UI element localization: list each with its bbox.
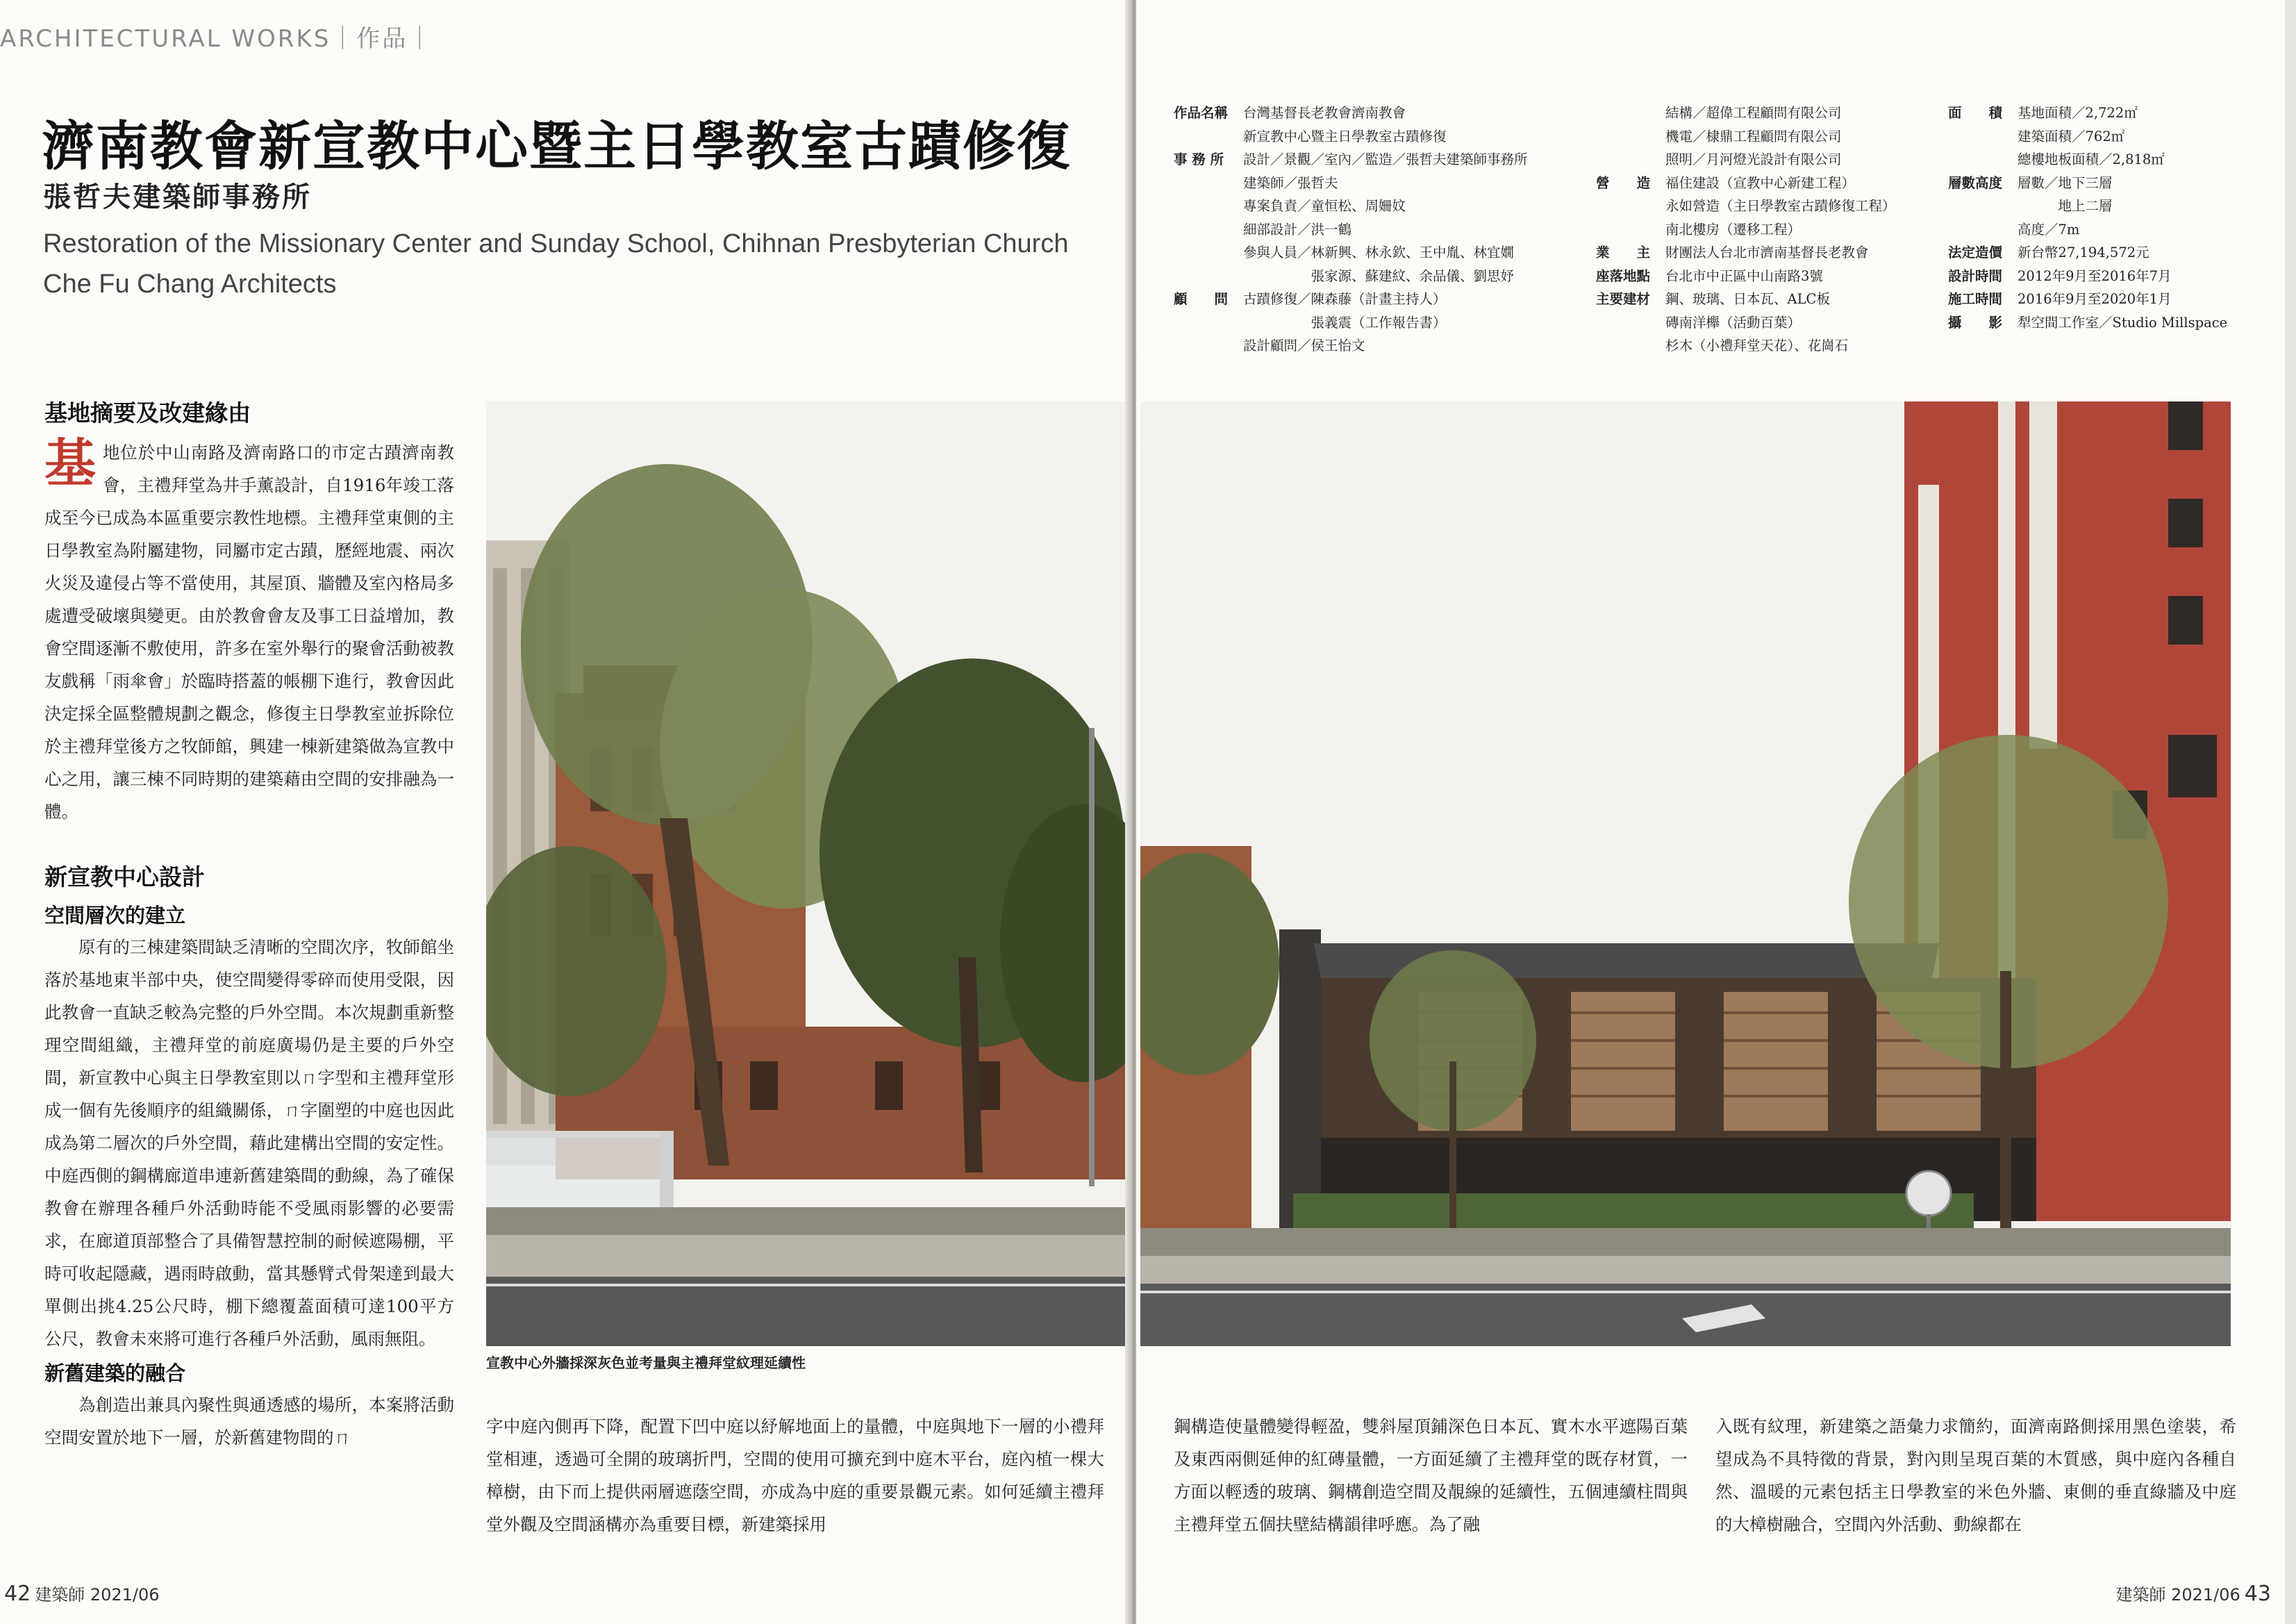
drop-cap: 基 xyxy=(44,433,96,493)
credit-value: 高度／7m xyxy=(2018,221,2080,238)
credit-value: 杉木（小禮拜堂天花）、花崗石 xyxy=(1665,338,1849,354)
credit-value: 鋼、玻璃、日本瓦、ALC板 xyxy=(1665,291,1830,307)
credit-value: 照明／月河燈光設計有限公司 xyxy=(1665,151,1842,167)
photo-caption: 宣教中心外牆採深灰色並考量與主禮拜堂紋理延續性 xyxy=(486,1354,806,1371)
credit-label: 業 主 xyxy=(1596,245,1651,260)
credit-value: 新台幣27,194,572元 xyxy=(2018,245,2149,260)
credit-value: 台北市中正區中山南路3號 xyxy=(1665,267,1823,284)
paragraph-continued: 字中庭內側再下降，配置下凹中庭以紓解地面上的量體，中庭與地下一層的小禮拜堂相連，透過可全開的玻璃折門，空間的使用可擴充到中庭木平台，庭內植一棵大樟樹，由下而上提供兩層遮蔭空間，亦成為中庭的重要景觀元素。如何延續主禮拜堂外觀及空間涵構亦為重要目標，新建築採用 xyxy=(486,1416,1104,1534)
credit-value: 建築師／張哲夫 xyxy=(1243,174,1338,191)
credit-label xyxy=(1948,218,2018,242)
article-architect-zh: 張哲夫建築師事務所 xyxy=(43,181,312,213)
credit-row xyxy=(1174,172,1528,195)
credit-label: 事 務 所 xyxy=(1174,151,1224,167)
credit-label xyxy=(1596,334,1665,358)
credit-row xyxy=(1596,125,1896,149)
credit-value: 2016年9月至2020年1月 xyxy=(2018,291,2172,307)
page-number-left: 42 xyxy=(4,1582,31,1606)
credit-label: 法定造價 xyxy=(1948,245,2003,260)
paragraph-space: 原有的三棟建築間缺乏清晰的空間次序，牧師館坐落於基地東半部中央，使空間變得零碎而使用受限，因此教會一直缺乏較為完整的戶外空間。本次規劃重新整理空間組織，主禮拜堂的前庭廣場仍是主要的戶外空間，新宣教中心與主日學教室則以ㄇ字型和主禮拜堂形成一個有先後順序的組織關係，ㄇ字圍塑的中庭也因此成為第二層次的戶外空間，藉此建構出空間的安定性。中庭西側的鋼構廊道串連新舊建築間的動線，為了確保教會在辦理各種戶外活動時能不受風雨影響的必要需求，在廊道頂部整合了具備智慧控制的耐候遮陽棚，平時可收起隱藏，遇雨時啟動，當其懸臂式骨架達到最大單側出挑4.25公尺時，棚下總覆蓋面積可達100平方公尺，教會未來將可進行各種戶外活動，風雨無阻。 xyxy=(44,937,454,1349)
credit-value: 新宣教中心暨主日學教室古蹟修復 xyxy=(1243,128,1447,144)
credit-row xyxy=(1948,218,2227,242)
credit-value: 總樓地板面積／2,818㎡ xyxy=(2018,151,2165,167)
credit-row xyxy=(1174,148,1528,172)
credit-label: 顧 問 xyxy=(1174,291,1229,307)
credit-value: 張義震（工作報告書） xyxy=(1243,314,1447,331)
credit-label: 營 造 xyxy=(1596,174,1651,191)
credit-row xyxy=(1948,148,2227,172)
credit-value: 細部設計／洪一鶴 xyxy=(1243,221,1352,238)
credit-label: 座落地點 xyxy=(1596,267,1651,284)
credit-row xyxy=(1596,148,1896,172)
credit-row xyxy=(1596,334,1896,358)
credit-row xyxy=(1174,288,1528,311)
credit-label: 攝 影 xyxy=(1948,314,2003,331)
credit-row xyxy=(1174,311,1528,335)
photo-streetview-left xyxy=(486,401,1125,1346)
left-page xyxy=(0,0,1129,1624)
credit-label xyxy=(1596,101,1665,125)
paragraph-site-text: 地位於中山南路及濟南路口的市定古蹟濟南教會，主禮拜堂為井手薰設計，自1916年竣工落成至今已成為本區重要宗教性地標。主禮拜堂東側的主日學教室為附屬建物，同屬市定古蹟，歷經地震、兩次火災及違侵占等不當使用，其屋頂、牆體及室內格局多處遭受破壞與變更。由於教會會友及事工日益增加，教會空間逐漸不敷使用，許多在室外舉行的聚會活動被教友戲稱「雨傘會」於臨時搭蓋的帳棚下進行，教會因此決定採全區整體規劃之觀念，修復主日學教室並拆除位於主禮拜堂後方之牧師館，興建一棟新建築做為宣教中心之用，讓三棟不同時期的建築藉由空間的安排融為一體。 xyxy=(44,442,454,822)
credit-label xyxy=(1948,194,2018,218)
credit-label xyxy=(1174,334,1243,358)
credit-label: 層數高度 xyxy=(1948,174,2003,191)
section-heading-design: 新宣教中心設計 xyxy=(44,863,205,890)
article-title-en xyxy=(43,224,1068,304)
credit-row xyxy=(1596,241,1896,265)
credit-row xyxy=(1596,194,1896,218)
photo-left-illustration xyxy=(486,401,1125,1346)
credit-row xyxy=(1948,311,2227,335)
credit-label xyxy=(1174,241,1243,265)
credit-row xyxy=(1174,241,1528,265)
credit-row xyxy=(1948,125,2227,149)
credit-row xyxy=(1174,194,1528,218)
credit-row xyxy=(1596,311,1896,335)
credit-value: 建築面積／762㎡ xyxy=(2018,128,2125,144)
credit-value: 機電／棣鼎工程顧問有限公司 xyxy=(1665,128,1842,144)
credit-value: 犁空間工作室／Studio Millspace xyxy=(2018,314,2228,331)
credit-value: 永如營造（主日學教室古蹟修復工程） xyxy=(1665,198,1896,214)
credit-label xyxy=(1948,125,2018,149)
credit-label xyxy=(1174,125,1243,149)
paragraph-texture: 入既有紋理，新建築之語彙力求簡約，面濟南路側採用黑色塗裝，希望成為不具特徵的背景，對內則呈現百葉的木質感，與中庭內各種自然、溫暖的元素包括主日學教室的米色外牆、東側的垂直綠牆及中庭的大樟樹融合，空間內外活動、動線都在 xyxy=(1715,1416,2236,1534)
credit-row xyxy=(1948,194,2227,218)
credit-label xyxy=(1174,218,1243,242)
credit-label xyxy=(1174,265,1243,288)
body-column-a xyxy=(44,396,454,1454)
credit-label xyxy=(1596,218,1665,242)
paragraph-fusion: 為創造出兼具內聚性與通透感的場所，本案將活動空間安置於地下一層，於新舊建物間的ㄇ xyxy=(44,1395,454,1448)
credit-label xyxy=(1174,194,1243,218)
credit-label xyxy=(1596,125,1665,149)
page-number-right: 43 xyxy=(2244,1582,2271,1606)
credit-row xyxy=(1948,241,2227,265)
credit-label: 設計時間 xyxy=(1948,267,2003,284)
credit-label xyxy=(1596,148,1665,172)
credit-row xyxy=(1596,172,1896,195)
credit-label xyxy=(1174,172,1243,195)
credit-row xyxy=(1174,125,1528,149)
title-en-line2: Che Fu Chang Architects xyxy=(43,270,337,299)
credit-value: 磚南洋櫸（活動百葉） xyxy=(1665,314,1802,331)
credit-label: 主要建材 xyxy=(1596,291,1651,307)
credit-value: 層數／地下三層 xyxy=(2018,174,2113,191)
credit-row xyxy=(1596,288,1896,311)
credit-label: 面 積 xyxy=(1948,105,2003,121)
credit-label: 施工時間 xyxy=(1948,291,2003,307)
credit-row xyxy=(1596,265,1896,288)
credit-value: 參與人員／林新興、林永欽、王中胤、林宜嫺 xyxy=(1243,245,1515,260)
subheading-space: 空間層次的建立 xyxy=(44,904,186,927)
photo-streetview-right xyxy=(1140,401,2231,1346)
credit-value: 設計顧問／侯王怡文 xyxy=(1243,338,1365,354)
credit-row xyxy=(1174,101,1528,125)
credit-row xyxy=(1948,101,2227,125)
credit-value: 財團法人台北市濟南基督長老教會 xyxy=(1665,245,1869,260)
credit-row xyxy=(1596,218,1896,242)
section-header: ARCHITECTURAL WORKS｜作品｜ xyxy=(0,25,434,53)
credit-label xyxy=(1948,148,2018,172)
project-credits-col3 xyxy=(1948,101,2227,334)
page-edge xyxy=(2285,0,2296,1624)
project-credits-col2 xyxy=(1596,101,1896,358)
credit-row xyxy=(1948,288,2227,311)
credit-row xyxy=(1948,265,2227,288)
credit-label xyxy=(1596,194,1665,218)
credit-value: 南北樓房（遷移工程） xyxy=(1665,221,1802,238)
credit-label: 作品名稱 xyxy=(1174,105,1229,121)
body-column-d xyxy=(1715,1410,2236,1541)
credit-label xyxy=(1174,311,1243,335)
credit-value: 古蹟修復／陳森藤（計畫主持人） xyxy=(1243,291,1447,307)
magazine-issue-left: 建築師 2021/06 xyxy=(35,1585,160,1605)
paragraph-materials: 鋼構造使量體變得輕盈，雙斜屋頂鋪深色日本瓦、實木水平遮陽百葉及東西兩側延伸的紅磚量體，一方面延續了主禮拜堂的既存材質，一方面以輕透的玻璃、鋼構創造空間及靚線的延續性，五個連續柱間與主禮拜堂五個扶壁結構韻律呼應。為了融 xyxy=(1174,1416,1688,1534)
credit-row xyxy=(1174,334,1528,358)
credit-value: 台灣基督長老教會濟南教會 xyxy=(1243,105,1406,121)
subheading-fusion: 新舊建築的融合 xyxy=(44,1361,186,1385)
credit-value: 張家源、蘇建紋、余品儀、劉思妤 xyxy=(1243,267,1515,284)
credit-value: 地上二層 xyxy=(2018,198,2113,214)
credit-label xyxy=(1596,311,1665,335)
credit-value: 設計／景觀／室內／監造／張哲夫建築師事務所 xyxy=(1243,151,1528,167)
credit-value: 專案負責／童恒松、周姍妏 xyxy=(1243,198,1406,214)
project-credits-col1 xyxy=(1174,101,1528,358)
section-heading-site: 基地摘要及改建緣由 xyxy=(44,399,251,426)
photo-right-illustration xyxy=(1140,401,2231,1346)
body-column-c xyxy=(1174,1410,1688,1541)
paragraph-site xyxy=(44,433,454,828)
credit-row xyxy=(1174,218,1528,242)
title-en-line1: Restoration of the Missionary Center and Sunday School, Chihnan Presbyterian Church xyxy=(43,229,1069,258)
credit-value: 基地面積／2,722㎡ xyxy=(2018,105,2138,121)
page-folio-left xyxy=(0,1581,160,1606)
credit-value: 結構／超偉工程顧問有限公司 xyxy=(1665,105,1842,121)
credit-row xyxy=(1948,172,2227,195)
credit-row xyxy=(1596,101,1896,125)
article-title-zh: 濟南教會新宣教中心暨主日學教室古蹟修復 xyxy=(42,115,1071,177)
credit-value: 福住建設（宣教中心新建工程） xyxy=(1665,174,1856,191)
credit-row xyxy=(1174,265,1528,288)
credit-value: 2012年9月至2016年7月 xyxy=(2018,267,2172,284)
body-column-b xyxy=(486,1410,1104,1541)
page-folio-right xyxy=(2115,1581,2275,1606)
magazine-issue-right: 建築師 2021/06 xyxy=(2115,1585,2240,1605)
